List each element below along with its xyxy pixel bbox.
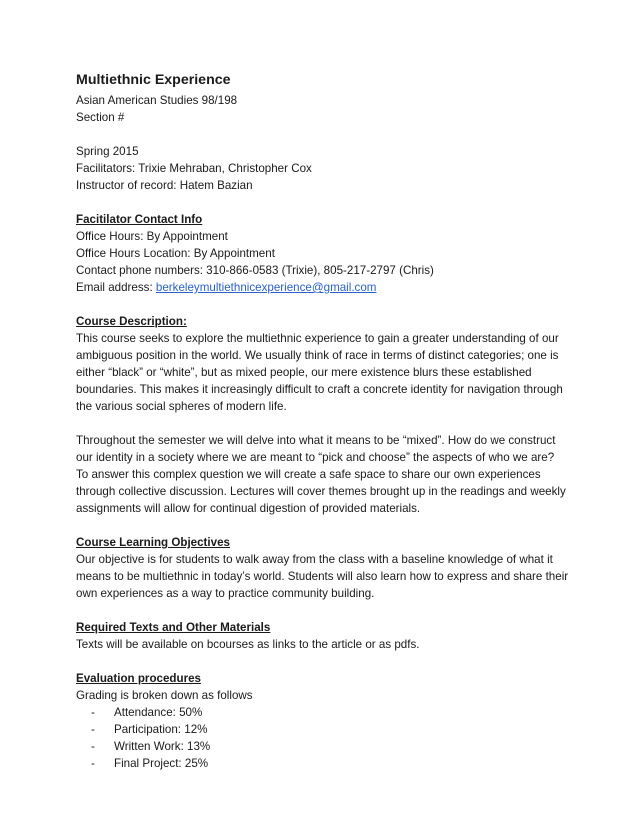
paragraph-line: own experiences as a way to practice community building. [76, 587, 375, 600]
paragraph-line: means to be multiethnic in today’s world. Students will also learn how to express and share their [76, 570, 569, 583]
paragraph-line: Throughout the semester we will delve into what it means to be “mixed”. How do we construct [76, 434, 556, 447]
course-description-paragraph-2 [76, 432, 576, 517]
list-item [76, 738, 576, 755]
required-materials-text: Texts will be available on bcourses as links to the article or as pdfs. [76, 638, 420, 651]
syllabus-page [76, 70, 576, 772]
paragraph-line: This course seeks to explore the multiethnic experience to gain a greater understanding of our [76, 332, 559, 345]
grading-item-written-work: Written Work: 13% [114, 740, 211, 753]
list-item [76, 755, 576, 772]
grading-list [76, 704, 576, 772]
list-dash: - [91, 706, 95, 719]
evaluation-heading: Evaluation procedures [76, 672, 201, 685]
grading-intro: Grading is broken down as follows [76, 689, 253, 702]
spacer [76, 194, 576, 211]
office-hours-location: Office Hours Location: By Appointment [76, 247, 275, 260]
spacer [76, 653, 576, 670]
paragraph-line: ambiguous position in the world. We usually think of race in terms of distinct categories; one is [76, 349, 559, 362]
term: Spring 2015 [76, 145, 139, 158]
required-materials-heading: Required Texts and Other Materials [76, 621, 271, 634]
paragraph-line: assignments will allow for continual digestion of provided materials. [76, 502, 421, 515]
facilitators: Facilitators: Trixie Mehraban, Christopher Cox [76, 162, 312, 175]
spacer [76, 415, 576, 432]
paragraph-line: the various social spheres of modern life. [76, 400, 287, 413]
spacer [76, 602, 576, 619]
grading-item-final-project: Final Project: 25% [114, 757, 209, 770]
grading-item-participation: Participation: 12% [114, 723, 208, 736]
paragraph-line: To answer this complex question we will create a safe space to share our own experiences [76, 468, 541, 481]
spacer [76, 517, 576, 534]
spacer [76, 126, 576, 143]
paragraph-line: Our objective is for students to walk away from the class with a baseline knowledge of what it [76, 553, 553, 566]
contact-info-heading: Facitilator Contact Info [76, 213, 203, 226]
email-label: Email address: [76, 281, 156, 294]
list-dash: - [91, 740, 95, 753]
list-dash: - [91, 757, 95, 770]
course-description-heading: Course Description: [76, 315, 187, 328]
learning-objectives-heading: Course Learning Objectives [76, 536, 230, 549]
paragraph-line: through collective discussion. Lectures will cover themes brought up in the readings and weekly [76, 485, 566, 498]
course-description-paragraph-1 [76, 330, 576, 415]
paragraph-line: either “black” or “white”, but as mixed people, our mere existence blurs these established [76, 366, 532, 379]
instructor-of-record: Instructor of record: Hatem Bazian [76, 179, 253, 192]
list-item [76, 704, 576, 721]
learning-objectives-paragraph [76, 551, 576, 602]
email-link[interactable]: berkeleymultiethnicexperience@gmail.com [155, 281, 377, 294]
grading-item-attendance: Attendance: 50% [114, 706, 203, 719]
course-name: Asian American Studies 98/198 [76, 94, 238, 107]
list-item [76, 721, 576, 738]
paragraph-line: boundaries. This makes it increasingly difficult to craft a concrete identity for navigation through [76, 383, 563, 396]
email-address-row [76, 279, 576, 296]
office-hours: Office Hours: By Appointment [76, 230, 228, 243]
contact-phone-numbers: Contact phone numbers: 310-866-0583 (Trixie), 805-217-2797 (Chris) [76, 264, 434, 277]
paragraph-line: our identity in a society where we are meant to “pick and choose” the aspects of who we are? [76, 451, 555, 464]
spacer [76, 296, 576, 313]
section-number: Section # [76, 111, 125, 124]
document-title: Multiethnic Experience [76, 72, 231, 88]
list-dash: - [91, 723, 95, 736]
